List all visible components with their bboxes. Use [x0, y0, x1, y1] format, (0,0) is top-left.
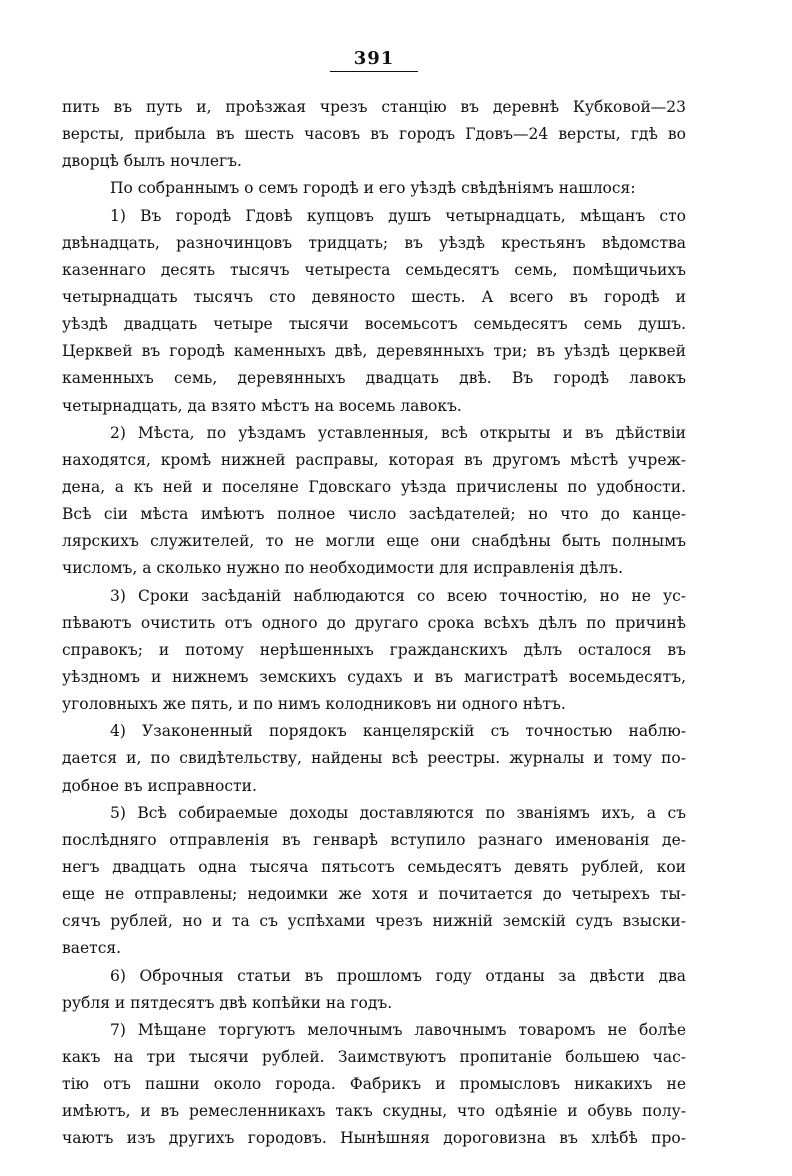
text-line: имѣютъ, и въ ремесленникахъ такъ скудны, что одѣяніе и обувь полу- [62, 1102, 686, 1121]
text-line: четырнадцать, да взято мѣстъ на восемь лавокъ. [62, 396, 462, 415]
text-line: четырнадцать тысячъ сто девяносто шесть. А всего въ городѣ и [62, 287, 686, 306]
paragraph [62, 800, 686, 963]
text-line: рубля и пятдесятъ двѣ копѣйки на годъ. [62, 993, 393, 1012]
paragraph [62, 175, 686, 202]
text-line: добное въ исправности. [62, 776, 257, 795]
text-line: казеннаго десять тысячъ четыреста семьдесятъ семь, помѣщичьихъ [62, 260, 686, 279]
text-line: еще не отправлены; недоимки же хотя и почитается до четырехъ ты- [62, 885, 686, 904]
text-line: негъ двадцать одна тысяча пятьсотъ семьдесятъ девять рублей, кои [62, 857, 686, 876]
text-line: 1) Въ городѣ Гдовѣ купцовъ душъ четырнадцать, мѣщанъ сто [110, 206, 686, 225]
paragraph [62, 583, 686, 719]
text-line: дена, а къ ней и поселяне Гдовскаго уѣзда причислены по удобности. [62, 477, 686, 496]
text-line: 7) Мѣщане торгуютъ мелочнымъ лавочнымъ товаромъ не болѣе [110, 1020, 686, 1039]
text-line: 2) Мѣста, по уѣздамъ уставленныя, всѣ открыты и въ дѣйствіи [110, 423, 686, 442]
page-number: 391 [353, 48, 395, 69]
text-line: уголовныхъ же пять, и по нимъ колодниковъ ни одного нѣтъ. [62, 695, 566, 714]
text-line: чаютъ изъ другихъ городовъ. Нынѣшняя дороговизна въ хлѣбѣ про- [62, 1129, 686, 1148]
text-line: какъ на три тысячи рублей. Заимствуютъ пропитаніе большею час- [62, 1047, 686, 1066]
paragraph [62, 94, 686, 175]
paragraph [62, 718, 686, 799]
text-line: дворцѣ былъ ночлегъ. [62, 152, 242, 171]
text-line: справокъ; и потому нерѣшенныхъ гражданскихъ дѣлъ осталося въ [62, 640, 686, 659]
paragraph [62, 1017, 686, 1153]
text-line: уѣздѣ двадцать четыре тысячи восемьсотъ семьдесятъ семь душъ. [62, 315, 686, 334]
text-line: уѣздномъ и нижнемъ земскихъ судахъ и въ магистратѣ восемьдесятъ, [62, 667, 686, 686]
text-line: дается и, по свидѣтельству, найдены всѣ реестры. журналы и тому по- [62, 749, 686, 768]
paragraph [62, 203, 686, 420]
text-line: 4) Узаконенный порядокъ канцелярскій съ точностью наблю- [110, 722, 686, 741]
text-line: пѣваютъ очистить отъ одного до другаго срока всѣхъ дѣлъ по причинѣ [62, 613, 686, 632]
text-line: тію отъ пашни около города. Фабрикъ и промысловъ никакихъ не [62, 1075, 686, 1094]
text-line: находятся, кромѣ нижней расправы, которая въ другомъ мѣстѣ учреж- [62, 450, 686, 469]
text-line: 6) Оброчныя статьи въ прошломъ году отданы за двѣсти два [110, 966, 686, 985]
text-line: 3) Сроки засѣданій наблюдаются со всею точностію, но не ус- [110, 586, 686, 605]
text-line: двѣнадцать, разночинцовъ тридцать; въ уѣздѣ крестьянъ вѣдомства [62, 233, 686, 252]
text-line: лярскихъ служителей, то не могли еще они снабдѣны быть полнымъ [62, 532, 686, 551]
text-line: Всѣ сіи мѣста имѣютъ полное число засѣдателей; но что до канце- [62, 505, 686, 524]
text-line: числомъ, а сколько нужно по необходимости для исправленія дѣлъ. [62, 559, 624, 578]
body-text [62, 94, 686, 1152]
text-line: 5) Всѣ собираемые доходы доставляются по званіямъ ихъ, а съ [110, 803, 686, 822]
paragraph [62, 420, 686, 583]
text-line: сячъ рублей, но и та съ успѣхами чрезъ нижній земскій судъ взыски- [62, 912, 686, 931]
text-line: Церквей въ городѣ каменныхъ двѣ, деревянныхъ три; въ уѣздѣ церквей [62, 342, 686, 361]
text-line: послѣдняго отправленія въ генварѣ вступило разнаго именованія де- [62, 830, 686, 849]
text-line: вается. [62, 939, 122, 958]
text-line: пить въ путь и, проѣзжая чрезъ станцію въ деревнѣ Кубковой—23 [62, 98, 686, 116]
text-line: версты, прибыла въ шесть часовъ въ городъ Гдовъ—24 версты, гдѣ во [62, 125, 686, 144]
text-line: каменныхъ семь, деревянныхъ двадцать двѣ. Въ городѣ лавокъ [62, 369, 686, 388]
text-line: По собраннымъ о семъ городѣ и его уѣздѣ свѣдѣніямъ нашлося: [110, 179, 636, 198]
paragraph [62, 963, 686, 1017]
page-number-rule [330, 71, 418, 72]
